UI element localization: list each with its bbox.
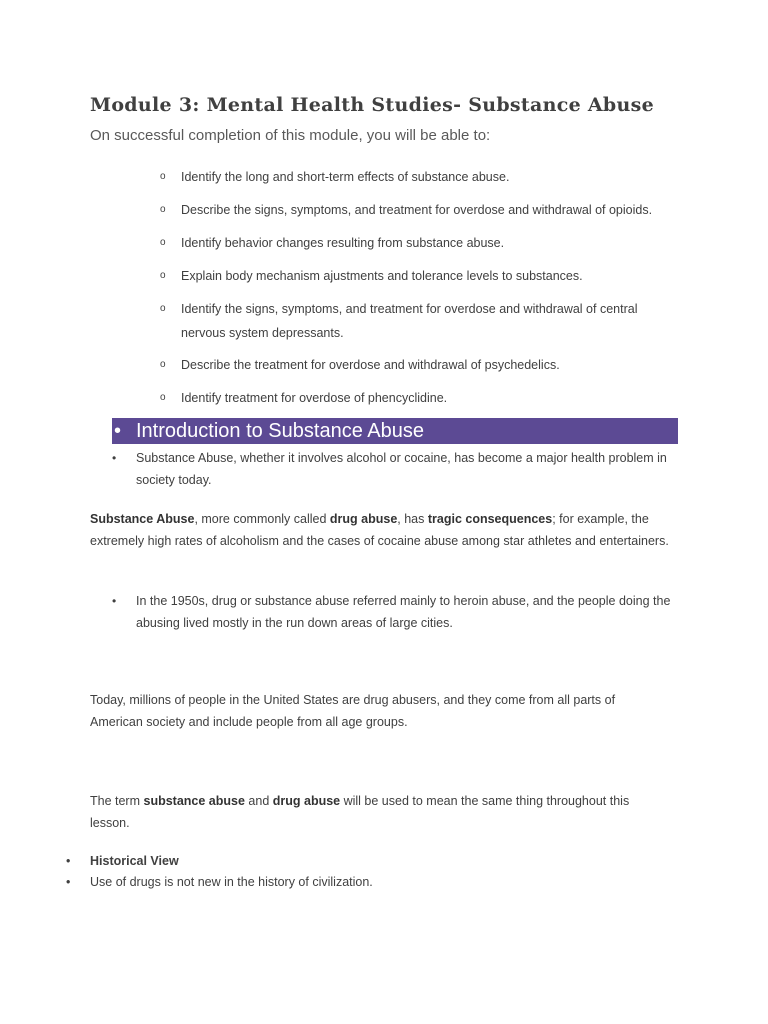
paragraph-text: ; for example, the extremely high rates of alcoholism and the cases of cocaine abuse among star athletes and entertainers. [90,512,669,548]
page-title: Module 3: Mental Health Studies- Substance Abuse [90,94,655,116]
bullet-marker: • [66,875,71,889]
objective-marker: o [160,171,166,182]
module-intro: On successful completion of this module, you will be able to: [90,127,491,144]
objective-marker: o [160,270,166,281]
section-bullet: • [114,420,122,442]
objective-marker: o [160,359,166,370]
objective-text: Identify behavior changes resulting from substance abuse. [181,236,505,250]
section-heading: Introduction to Substance Abuse [136,420,424,442]
bold-term: substance abuse [143,794,245,808]
objective-text: Identify the long and short-term effects of substance abuse. [181,170,510,184]
list-item-text: Substance Abuse, whether it involves alcohol or cocaine, has become a major health problem in society today. [136,451,667,487]
paragraph [90,791,670,834]
historical-heading: Historical View [90,854,179,868]
objective-text: Describe the treatment for overdose and withdrawal of psychedelics. [181,358,560,372]
bold-term: drug abuse [272,794,341,808]
paragraph-text: will be used to mean the same thing throughout this lesson. [90,794,630,830]
paragraph-text: , more commonly called [194,512,330,526]
section-heading-bar [112,418,678,444]
bullet-marker: • [112,594,117,608]
objective-marker: o [160,392,166,403]
paragraph-text: The term [90,794,144,808]
paragraph-text: and [244,794,273,808]
objective-text: Identify the signs, symptoms, and treatment for overdose and withdrawal of central nervous system depressants. [181,302,638,340]
paragraph-text: , has [397,512,428,526]
objective-marker: o [160,303,166,314]
paragraph: Today, millions of people in the United States are drug abusers, and they come from all parts of American society and include people from all age groups. [90,693,616,729]
objective-text: Explain body mechanism ajustments and tolerance levels to substances. [181,269,583,283]
objective-text: Identify treatment for overdose of phencyclidine. [181,391,448,405]
bullet-marker: • [66,854,71,868]
bold-term: Substance Abuse [90,512,195,526]
list-item-text: In the 1950s, drug or substance abuse referred mainly to heroin abuse, and the people doing the abusing lived mostly in the run down areas of large cities. [136,594,671,630]
bold-term: drug abuse [329,512,398,526]
objective-text: Describe the signs, symptoms, and treatment for overdose and withdrawal of opioids. [181,203,653,217]
list-item-text: Use of drugs is not new in the history of civilization. [90,875,373,889]
paragraph [90,509,670,552]
objective-marker: o [160,237,166,248]
bold-term: tragic consequences [427,512,553,526]
objective-marker: o [160,204,166,215]
bullet-marker: • [112,451,117,465]
